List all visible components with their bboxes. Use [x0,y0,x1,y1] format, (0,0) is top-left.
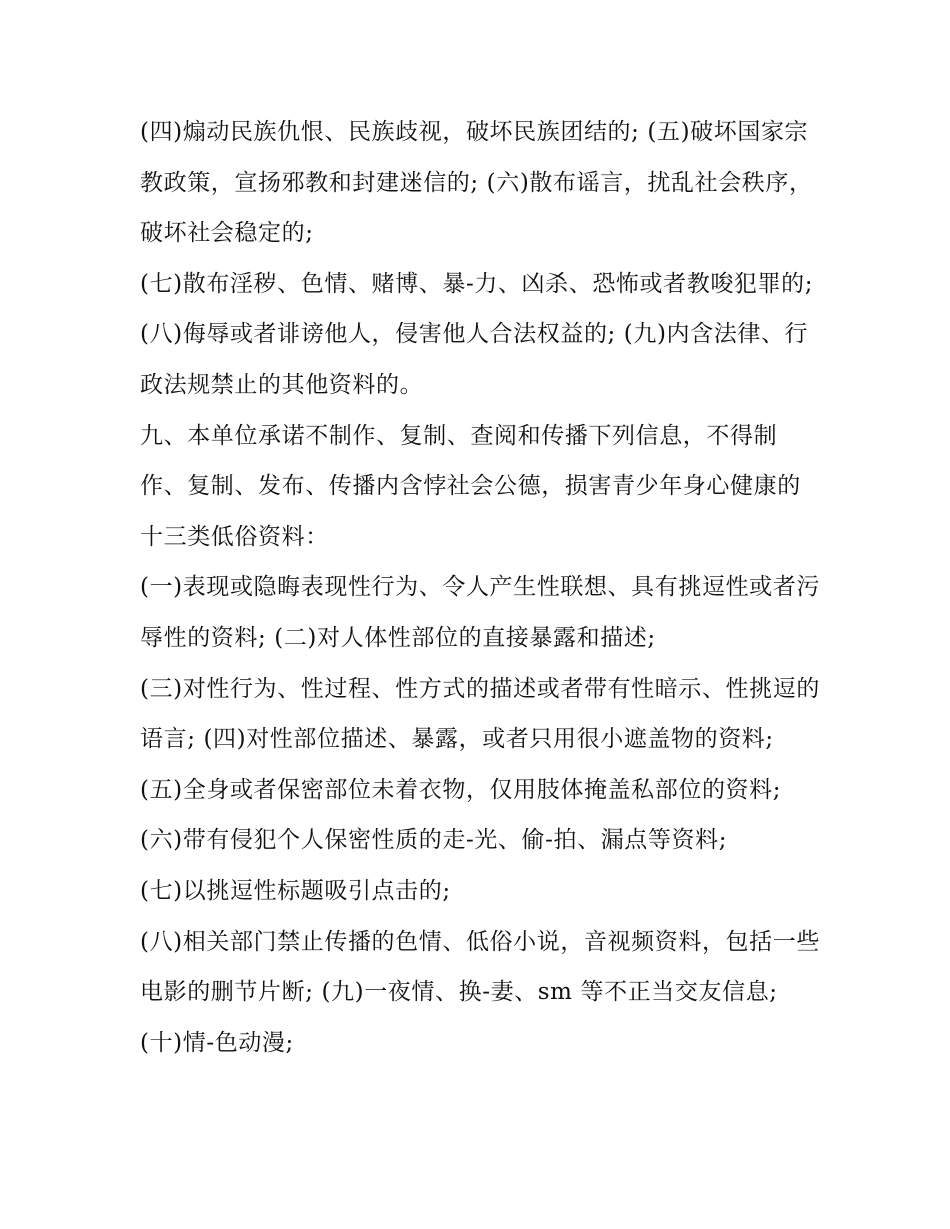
paragraph-vulgar-content-3-4: (三)对性行为、性过程、性方式的描述或者带有性暗示、性挑逗的语言; (四)对性部位描述、暴露，或者只用很小遮盖物的资料; [140,675,820,753]
paragraph-vulgar-content-8-10: (八)相关部门禁止传播的色情、低俗小说，音视频资料，包括一些电影的删节片断; (九)一夜情、换-妻、sm 等不正当交友信息; (十)情-色动漫; [140,928,820,1056]
paragraph-vulgar-content-5-6: (五)全身或者保密部位未着衣物，仅用肢体掩盖私部位的资料; (六)带有侵犯个人保密性质的走-光、偷-拍、漏点等资料; [140,776,782,854]
paragraph-prohibited-content-7-9: (七)散布淫秽、色情、赌博、暴-力、凶杀、恐怖或者教唆犯罪的; (八)侮辱或者诽谤他人，侵害他人合法权益的; (九)内含法律、行政法规禁止的其他资料的。 [140,270,814,398]
paragraph-vulgar-content-7: (七)以挑逗性标题吸引点击的; [140,877,451,904]
paragraph-vulgar-content-1-2: (一)表现或隐晦表现性行为、令人产生性联想、具有挑逗性或者污辱性的资料; (二)对人体性部位的直接暴露和描述; [140,574,820,651]
paragraph-prohibited-content-4-6: (四)煽动民族仇恨、民族歧视，破坏民族团结的; (五)破坏国家宗教政策，宣扬邪教和封建迷信的; (六)散布谣言，扰乱社会秩序，破坏社会稳定的; [140,119,813,247]
paragraph-section-nine-commitment: 九、本单位承诺不制作、复制、查阅和传播下列信息，不得制作、复制、发布、传播内含悖社会公德，损害青少年身心健康的十三类低俗资料： [140,422,801,550]
document-body [140,107,820,1068]
